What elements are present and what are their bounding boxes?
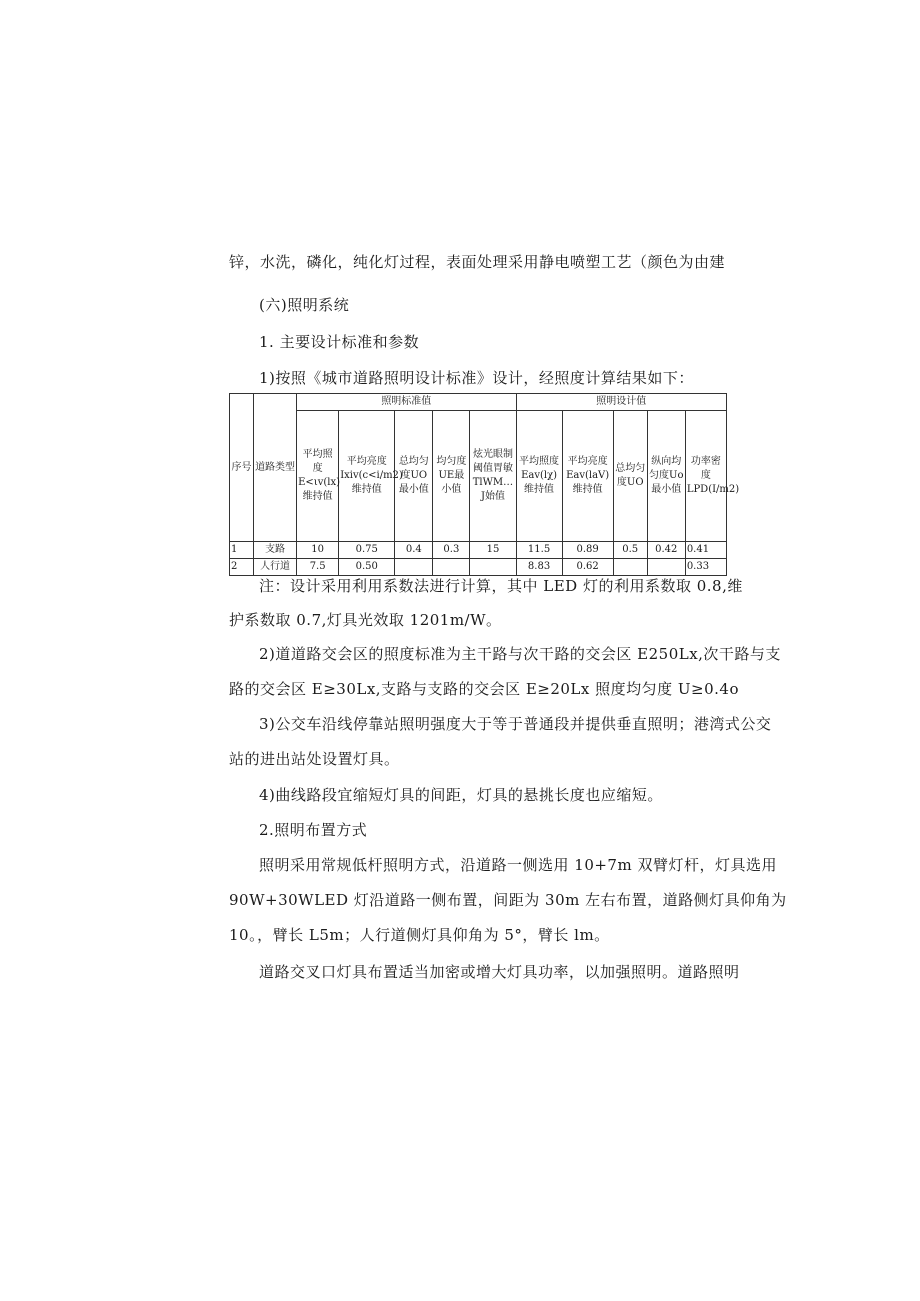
cell-road-type: 人行道 <box>254 559 297 576</box>
note-line: 护系数取 0.7,灯具光效取 1201m/W。 <box>229 611 502 629</box>
cell-value: 0.3 <box>433 542 470 559</box>
header-seq: 序号 <box>230 394 254 542</box>
note-line: 注：设计采用利用系数法进行计算，其中 LED 灯的利用系数取 0.8,维 <box>259 577 743 595</box>
cell-value: 8.83 <box>516 559 562 576</box>
header-design-illuminance: 平均照度Eav(lχ)维持值 <box>516 411 562 542</box>
cell-value: 10 <box>297 542 339 559</box>
cell-value: 0.75 <box>339 542 395 559</box>
cell-value: 0.62 <box>562 559 613 576</box>
cell-road-type: 支路 <box>254 542 297 559</box>
paragraph-line: 照明采用常规低杆照明方式，沿道路一侧选用 10+7m 双臂灯杆，灯具选用 <box>259 856 777 874</box>
paragraph-line: 锌，水洗，磷化，纯化灯过程，表面处理采用静电喷塑工艺（颜色为由建 <box>229 253 726 271</box>
header-group-design: 照明设计值 <box>516 394 726 411</box>
header-group-standard: 照明标准值 <box>297 394 516 411</box>
header-design-uo: 总均匀度UO <box>613 411 647 542</box>
header-std-illuminance: 平均照度E<ιv(lx)维持值 <box>297 411 339 542</box>
cell-value: 0.4 <box>395 542 433 559</box>
cell-value: 15 <box>470 542 516 559</box>
paragraph-line: 3)公交车沿线停靠站照明强度大于等于普通段并提供垂直照明；港湾式公交 <box>259 715 772 733</box>
paragraph-line: 1)按照《城市道路照明设计标准》设计，经照度计算结果如下： <box>259 369 694 387</box>
header-std-ue: 均匀度UE最小值 <box>433 411 470 542</box>
cell-seq: 1 <box>230 542 254 559</box>
table-row <box>230 542 727 559</box>
paragraph-line: 2)道道路交会区的照度标准为主干路与次干路的交会区 E250Lx,次干路与支 <box>259 645 781 663</box>
lighting-parameters-table <box>229 393 740 576</box>
paragraph-line: 道路交叉口灯具布置适当加密或增大灯具功率，以加强照明。道路照明 <box>259 963 740 981</box>
header-std-uo: 总均匀度UO最小值 <box>395 411 433 542</box>
cell-value <box>613 559 647 576</box>
cell-value <box>433 559 470 576</box>
header-design-ul: 纵向均匀度Uo最小值 <box>647 411 685 542</box>
header-design-lpd: 功率密度LPD(I/m2) <box>685 411 726 542</box>
subsection-heading: 1. 主要设计标准和参数 <box>259 333 420 351</box>
cell-value: 11.5 <box>516 542 562 559</box>
subsection-heading: 2.照明布置方式 <box>259 821 368 839</box>
header-road-type: 道路类型 <box>254 394 297 542</box>
cell-value: 0.5 <box>613 542 647 559</box>
cell-value <box>395 559 433 576</box>
cell-value <box>647 559 685 576</box>
cell-seq: 2 <box>230 559 254 576</box>
cell-value <box>470 559 516 576</box>
cell-value: 0.89 <box>562 542 613 559</box>
paragraph-line: 4)曲线路段宜缩短灯具的间距，灯具的悬挑长度也应缩短。 <box>259 786 663 804</box>
cell-value: 0.33 <box>685 559 726 576</box>
cell-value: 0.42 <box>647 542 685 559</box>
cell-value: 0.41 <box>685 542 726 559</box>
section-heading: (六)照明系统 <box>259 296 350 314</box>
table-row <box>230 559 727 576</box>
paragraph-line: 路的交会区 E≥30Lx,支路与支路的交会区 E≥20Lx 照度均匀度 U≥0.4o <box>229 680 739 698</box>
header-design-luminance: 平均亮度Eav(laV)维持值 <box>562 411 613 542</box>
header-std-luminance: 平均亮度Ixiv(c<i/m2)维持值 <box>339 411 395 542</box>
cell-value: 7.5 <box>297 559 339 576</box>
paragraph-line: 90W+30WLED 灯沿道路一侧布置，间距为 30m 左右布置，道路侧灯具仰角为 <box>229 891 787 909</box>
cell-value: 0.50 <box>339 559 395 576</box>
header-std-glare: 炫光眼制阈值胃敏TlWM…J始值 <box>470 411 516 542</box>
paragraph-line: 10。，臂长 L5m；人行道侧灯具仰角为 5°，臂长 lm。 <box>229 926 610 944</box>
paragraph-line: 站的进出站处设置灯具。 <box>229 750 400 768</box>
